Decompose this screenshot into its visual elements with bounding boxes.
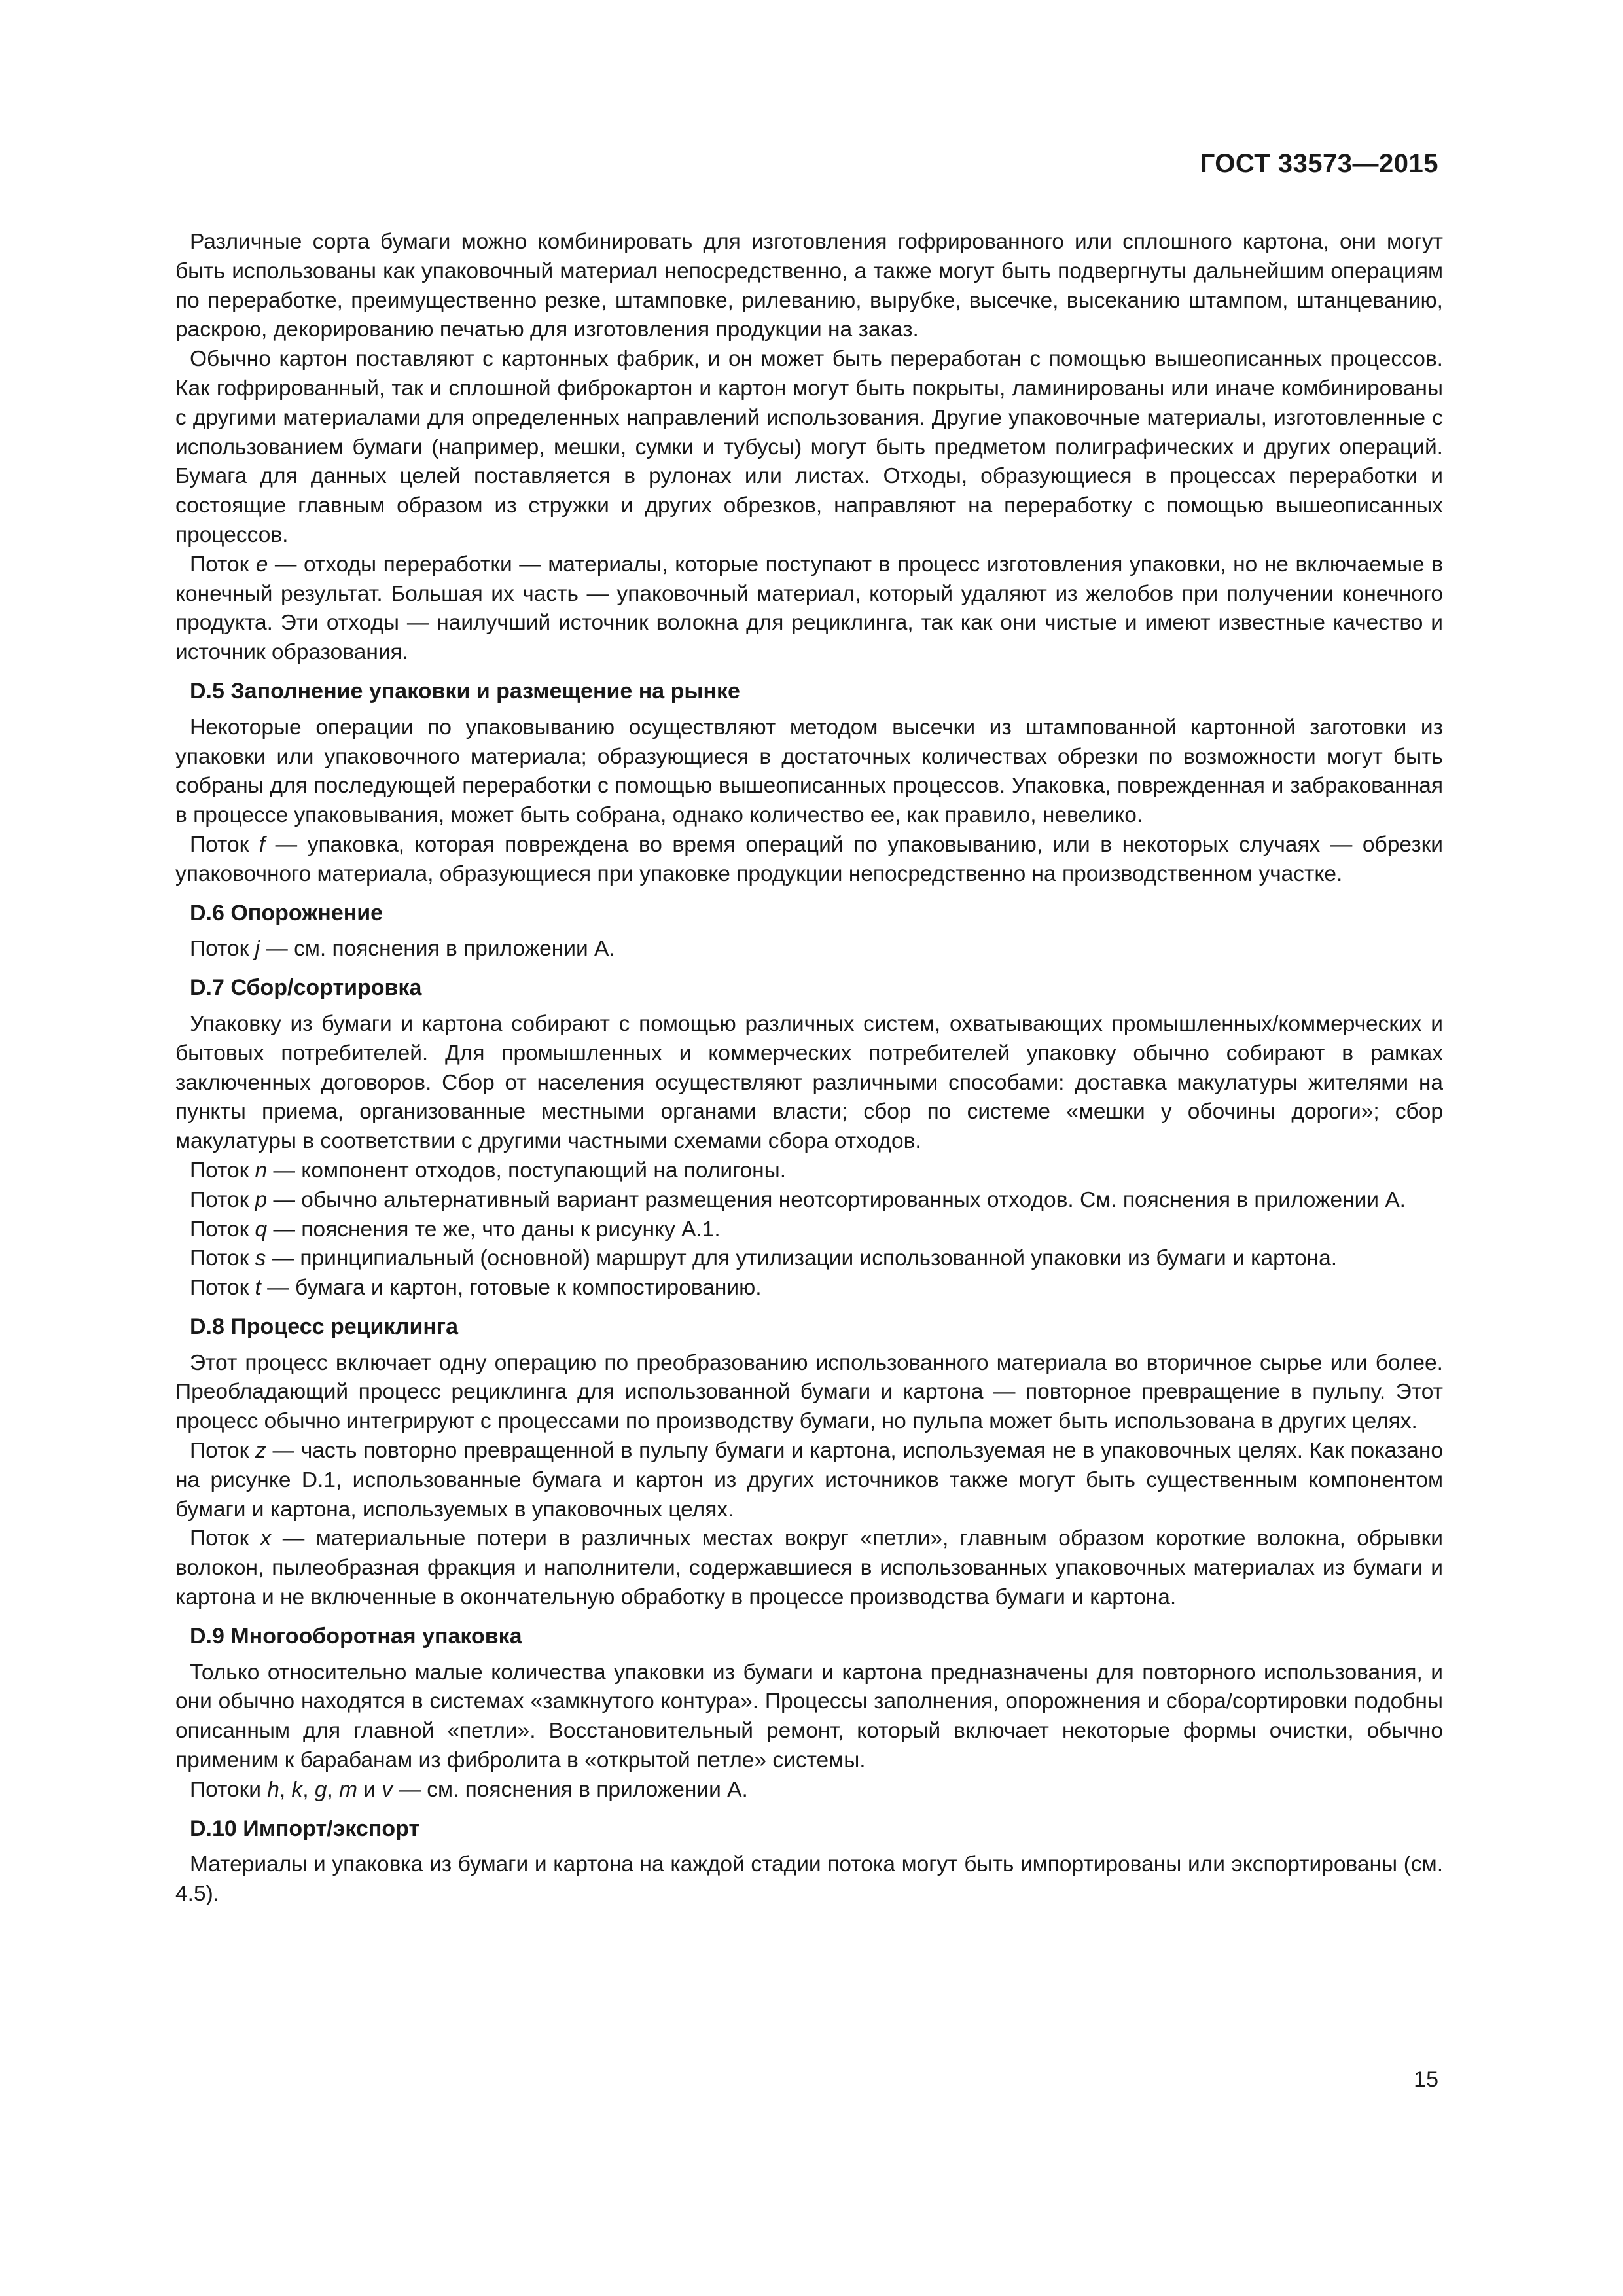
paragraph-stream-t [175,1274,1443,1303]
section-heading-d5: D.5 Заполнение упаковки и размещение на рынке [190,678,740,704]
paragraph-streams-hkgmv [175,1776,1443,1805]
stream-letter: t [255,1276,261,1300]
document-header: ГОСТ 33573—2015 [1200,149,1438,178]
paragraph-stream-f [175,831,1443,889]
stream-text: — упаковка, которая повреждена во время операций по упаковыванию, или в некоторых случаях — обрезки упаковочного материала, образующиеся при упаковке продукции непосредственно на производственном участке. [175,832,1443,886]
paragraph-stream-s [175,1244,1443,1274]
paragraph-d7-collection: Упаковку из бумаги и картона собирают с помощью различных систем, охватывающих промышленных/коммерческих и бытовых потребителей. Для промышленных и коммерческих потребителей упаковку обычно собирают в рамках заключенных договоров. Сбор от населения осуществляют различными способами: доставка макулатуры жителями на пункты приема, организованные местными органами власти; сбор по системе «мешки у обочины дороги»; сбор макулатуры в соответствии с другими частными схемами сбора отходов. [175,1011,1443,1154]
stream-prefix: Поток [190,1246,255,1271]
section-heading-d8: D.8 Процесс рециклинга [190,1314,458,1339]
paragraph-stream-q [175,1215,1443,1245]
stream-text: — часть повторно превращенной в пульпу бумаги и картона, используемая не в упаковочных целях. Как показано на рисунке D.1, использованные бумага и картон из других источников также могут быть существенным компонентом бумаги и картона, используемых в упаковочных целях. [175,1439,1443,1522]
stream-letter-m: m [339,1777,358,1802]
stream-letter: e [255,552,268,577]
stream-letter: n [255,1158,268,1183]
streams-prefix: Потоки [190,1777,268,1802]
paragraph-stream-e [175,550,1443,668]
separator: , [302,1777,315,1802]
stream-letter-g: g [314,1777,327,1802]
separator: , [279,1777,292,1802]
stream-letter: f [259,832,266,857]
stream-prefix: Поток [190,1187,255,1212]
stream-text: — пояснения те же, что даны к рисунку А.1. [267,1217,721,1242]
paragraph-cardboard-supply: Обычно картон поставляют с картонных фабрик, и он может быть переработан с помощью вышеописанных процессов. Как гофрированный, так и сплошной фиброкартон и картон могут быть покрыты, ламинированы или иначе комбинированы с другими материалами для определенных направлений использования. Другие упаковочные материалы, изготовленные с использованием бумаги (например, мешки, сумки и тубусы) могут быть предметом полиграфических и других операций. Бумага для данных целей поставляется в рулонах или листах. Отходы, образующиеся в процессах переработки и состоящие главным образом из стружки и других обрезков, направляют на переработку с помощью вышеописанных процессов. [175,347,1443,547]
paragraph-stream-n [175,1157,1443,1186]
section-heading-d10: D.10 Импорт/экспорт [190,1816,420,1841]
stream-prefix: Поток [190,1526,260,1551]
stream-text: — обычно альтернативный вариант размещения неотсортированных отходов. См. пояснения в приложении А. [267,1187,1406,1212]
paragraph-d10-import-export: Материалы и упаковка из бумаги и картона на каждой стадии потока могут быть импортированы или экспортированы (см. 4.5). [175,1852,1443,1907]
stream-text: — бумага и картон, готовые к компостированию. [260,1276,762,1300]
section-heading-d9: D.9 Многооборотная упаковка [190,1623,522,1649]
stream-prefix: Поток [190,937,255,961]
paragraph-stream-p [175,1186,1443,1215]
page-number: 15 [1414,2067,1438,2092]
stream-prefix: Поток [190,1439,256,1463]
stream-text: — материальные потери в различных местах вокруг «петли», главным образом короткие волокна, обрывки волокон, пылеобразная фракция и наполнители, содержавшиеся в использованных упаковочных материалах из бумаги и картона и не включенные в окончательную обработку в процессе производства бумаги и картона. [175,1526,1443,1610]
paragraph-stream-x [175,1524,1443,1612]
stream-text: — принципиальный (основной) маршрут для утилизации использованной упаковки из бумаги и картона. [266,1246,1338,1271]
stream-letter: z [255,1439,266,1463]
stream-prefix: Поток [190,1158,255,1183]
stream-letter: s [255,1246,266,1271]
stream-letter-h: h [267,1777,279,1802]
paragraph-d9-reuse: Только относительно малые количества упаковки из бумаги и картона предназначены для повторного использования, и они обычно находятся в системах «замкнутого контура». Процессы заполнения, опорожнения и сбора/сортировки подобны описанным для главной «петли». Восстановительный ремонт, который включает некоторые формы очистки, обычно применим к барабанам из фибролита в «открытой петле» системы. [175,1660,1443,1773]
stream-prefix: Поток [190,832,259,857]
stream-text: — компонент отходов, поступающий на полигоны. [267,1158,787,1183]
separator: , [327,1777,340,1802]
stream-prefix: Поток [190,1217,255,1242]
stream-prefix: Поток [190,552,256,577]
stream-letter-v: v [382,1777,393,1802]
section-heading-d6: D.6 Опорожнение [190,900,383,925]
stream-prefix: Поток [190,1276,255,1300]
paragraph-d8-process: Этот процесс включает одну операцию по преобразованию использованного материала во вторичное сырье или более. Преобладающий процесс рециклинга для использованной бумаги и картона — повторное превращение в пульпу. Этот процесс обычно интегрируют с процессами по производству бумаги, но пульпа может быть использована в других целях. [175,1350,1443,1434]
document-body [175,228,1443,1909]
paragraph-stream-j [175,935,1443,964]
conjunction: и [357,1777,382,1802]
stream-letter: p [255,1187,268,1212]
stream-letter: q [255,1217,268,1242]
section-heading-d7: D.7 Сбор/сортировка [190,975,422,1001]
stream-text: — см. пояснения в приложении А. [260,937,615,961]
paragraph-d5-operations: Некоторые операции по упаковыванию осуществляют методом высечки из штампованной картонной заготовки из упаковки или упаковочного материала; образующиеся в достаточных количествах обрезки по возможности могут быть собраны для последующей переработки с помощью вышеописанных процессов. Упаковка, поврежденная и забракованная в процессе упаковывания, может быть собрана, однако количество ее, как правило, невелико. [175,715,1443,828]
stream-text: — отходы переработки — материалы, которые поступают в процесс изготовления упаковки, но не включаемые в конечный результат. Большая их часть — упаковочный материал, который удаляют из желобов при получении конечного продукта. Эти отходы — наилучший источник волокна для рециклинга, так как они чистые и имеют известные качество и источник образования. [175,552,1443,665]
stream-letter-k: k [291,1777,303,1802]
stream-letter: x [260,1526,272,1551]
paragraph-paper-grades: Различные сорта бумаги можно комбинировать для изготовления гофрированного или сплошного картона, они могут быть использованы как упаковочный материал непосредственно, а также могут быть подвергнуты дальнейшим операциям по переработке, преимущественно резке, штамповке, рилеванию, вырубке, высечке, высеканию штампом, штанцеванию, раскрою, декорированию печатью для изготовления продукции на заказ. [175,230,1443,342]
paragraph-stream-z [175,1437,1443,1524]
streams-text: — см. пояснения в приложении А. [393,1777,748,1802]
stream-letter: j [255,937,260,961]
